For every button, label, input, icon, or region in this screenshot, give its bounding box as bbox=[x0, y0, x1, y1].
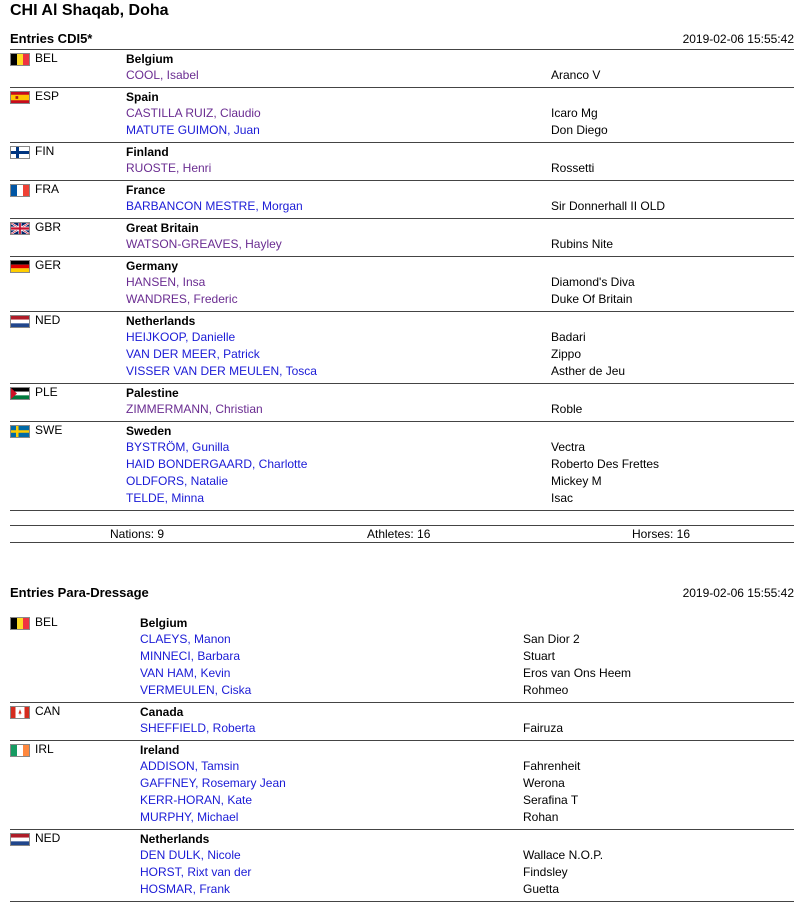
entry-row bbox=[10, 346, 794, 363]
section-title: Entries CDI5* bbox=[10, 31, 93, 46]
entry-row bbox=[10, 456, 794, 473]
athlete-link[interactable]: OLDFORS, Natalie bbox=[126, 474, 229, 488]
entry-row bbox=[10, 758, 794, 775]
nation-code: IRL bbox=[35, 742, 54, 756]
flag-swe-icon bbox=[10, 425, 30, 438]
nation-name: Spain bbox=[126, 90, 159, 104]
athlete-link[interactable]: KERR-HORAN, Kate bbox=[140, 793, 253, 807]
horse-name: Rubins Nite bbox=[551, 237, 614, 251]
horse-name: Fahrenheit bbox=[523, 759, 581, 773]
flag-bel-icon bbox=[10, 617, 30, 630]
summary-row bbox=[10, 525, 794, 543]
entry-row bbox=[10, 648, 794, 665]
entry-row bbox=[10, 881, 794, 898]
entry-row bbox=[10, 363, 794, 380]
athlete-link[interactable]: HANSEN, Insa bbox=[126, 275, 206, 289]
athlete-link[interactable]: ADDISON, Tamsin bbox=[140, 759, 240, 773]
horse-name: Findsley bbox=[523, 865, 568, 879]
nation-name: Netherlands bbox=[126, 314, 196, 328]
horse-name: Rohmeo bbox=[523, 683, 569, 697]
flag-esp-icon bbox=[10, 91, 30, 104]
nation-code: ESP bbox=[35, 89, 60, 103]
athlete-link[interactable]: VISSER VAN DER MEULEN, Tosca bbox=[126, 364, 317, 378]
nation-list bbox=[10, 50, 794, 511]
flag-fin-icon bbox=[10, 146, 30, 159]
horse-name: Roble bbox=[551, 402, 583, 416]
athlete-link[interactable]: CLAEYS, Manon bbox=[140, 632, 231, 646]
athlete-link[interactable]: WANDRES, Frederic bbox=[126, 292, 238, 306]
section-title: Entries Para-Dressage bbox=[10, 585, 149, 600]
nation-code: NED bbox=[35, 313, 61, 327]
nation-name: France bbox=[126, 183, 166, 197]
horse-name: Zippo bbox=[551, 347, 582, 361]
horse-name: Duke Of Britain bbox=[551, 292, 633, 306]
horse-name: Icaro Mg bbox=[551, 106, 598, 120]
athlete-link[interactable]: COOL, Isabel bbox=[126, 68, 199, 82]
athlete-link[interactable]: GAFFNEY, Rosemary Jean bbox=[140, 776, 286, 790]
section-timestamp: 2019-02-06 15:55:42 bbox=[682, 32, 794, 46]
entry-row bbox=[10, 105, 794, 122]
horse-name: Werona bbox=[523, 776, 565, 790]
nation-swe bbox=[10, 422, 794, 511]
athlete-link[interactable]: MURPHY, Michael bbox=[140, 810, 239, 824]
horse-name: Asther de Jeu bbox=[551, 364, 626, 378]
nation-ned bbox=[10, 830, 794, 902]
athlete-link[interactable]: HAID BONDERGAARD, Charlotte bbox=[126, 457, 308, 471]
athlete-link[interactable]: RUOSTE, Henri bbox=[126, 161, 212, 175]
entry-row bbox=[10, 401, 794, 418]
entry-row bbox=[10, 631, 794, 648]
nation-name: Germany bbox=[126, 259, 179, 273]
flag-can-icon bbox=[10, 706, 30, 719]
nation-bel bbox=[10, 614, 794, 703]
flag-bel-icon bbox=[10, 53, 30, 66]
entry-row bbox=[10, 809, 794, 826]
athlete-link[interactable]: BYSTRÖM, Gunilla bbox=[126, 440, 230, 454]
nation-fin bbox=[10, 143, 794, 181]
horse-name: Badari bbox=[551, 330, 586, 344]
entry-row bbox=[10, 67, 794, 84]
horse-name: Rohan bbox=[523, 810, 559, 824]
horses-count: Horses: 16 bbox=[632, 527, 691, 541]
horse-name: Isac bbox=[551, 491, 574, 505]
entry-row bbox=[10, 236, 794, 253]
athlete-link[interactable]: VERMEULEN, Ciska bbox=[140, 683, 252, 697]
flag-ger-icon bbox=[10, 260, 30, 273]
flag-fra-icon bbox=[10, 184, 30, 197]
nation-name: Ireland bbox=[140, 743, 180, 757]
nation-name: Canada bbox=[140, 705, 184, 719]
athlete-link[interactable]: MATUTE GUIMON, Juan bbox=[126, 123, 260, 137]
athlete-link[interactable]: HOSMAR, Frank bbox=[140, 882, 231, 896]
nations-count: Nations: 9 bbox=[110, 527, 165, 541]
nation-name: Netherlands bbox=[140, 832, 210, 846]
flag-irl-icon bbox=[10, 744, 30, 757]
nation-code: FIN bbox=[35, 144, 55, 158]
entry-row bbox=[10, 847, 794, 864]
entry-row bbox=[10, 682, 794, 699]
nation-bel bbox=[10, 50, 794, 88]
athlete-link[interactable]: ZIMMERMANN, Christian bbox=[126, 402, 263, 416]
entry-row bbox=[10, 792, 794, 809]
nation-name: Palestine bbox=[126, 386, 179, 400]
horse-name: Aranco V bbox=[551, 68, 601, 82]
flag-ned-icon bbox=[10, 315, 30, 328]
nation-ned bbox=[10, 312, 794, 384]
flag-gbr-icon bbox=[10, 222, 30, 235]
horse-name: Mickey M bbox=[551, 474, 602, 488]
page-title: CHI Al Shaqab, Doha bbox=[10, 2, 169, 19]
nation-code: SWE bbox=[35, 423, 63, 437]
entry-row bbox=[10, 198, 794, 215]
horse-name: Roberto Des Frettes bbox=[551, 457, 660, 471]
athlete-link[interactable]: SHEFFIELD, Roberta bbox=[140, 721, 256, 735]
horse-name: Don Diego bbox=[551, 123, 608, 137]
nation-name: Sweden bbox=[126, 424, 172, 438]
horse-name: Diamond's Diva bbox=[551, 275, 635, 289]
nation-code: BEL bbox=[35, 615, 58, 629]
nation-code: FRA bbox=[35, 182, 59, 196]
horse-name: Wallace N.O.P. bbox=[523, 848, 604, 862]
nation-fra bbox=[10, 181, 794, 219]
entry-row bbox=[10, 775, 794, 792]
entries-cdi5-section bbox=[10, 31, 794, 543]
nation-list bbox=[10, 614, 794, 902]
athlete-link[interactable]: BARBANCON MESTRE, Morgan bbox=[126, 199, 303, 213]
entry-row bbox=[10, 439, 794, 456]
horse-name: Serafina T bbox=[523, 793, 579, 807]
entry-row bbox=[10, 720, 794, 737]
athlete-link[interactable]: CASTILLA RUIZ, Claudio bbox=[126, 106, 261, 120]
horse-name: Rossetti bbox=[551, 161, 595, 175]
nation-name: Finland bbox=[126, 145, 169, 159]
horse-name: Guetta bbox=[523, 882, 560, 896]
athlete-link[interactable]: HEIJKOOP, Danielle bbox=[126, 330, 236, 344]
nation-name: Great Britain bbox=[126, 221, 199, 235]
nation-code: PLE bbox=[35, 385, 58, 399]
nation-can bbox=[10, 703, 794, 741]
athletes-count: Athletes: 16 bbox=[367, 527, 431, 541]
nation-code: GER bbox=[35, 258, 62, 272]
entry-row bbox=[10, 291, 794, 308]
athlete-link[interactable]: WATSON-GREAVES, Hayley bbox=[126, 237, 282, 251]
nation-ple bbox=[10, 384, 794, 422]
nation-code: NED bbox=[35, 831, 61, 845]
entry-row bbox=[10, 490, 794, 507]
athlete-link[interactable]: HORST, Rixt van der bbox=[140, 865, 252, 879]
flag-ned-icon bbox=[10, 833, 30, 846]
section-timestamp: 2019-02-06 15:55:42 bbox=[682, 586, 794, 600]
nation-code: BEL bbox=[35, 51, 58, 65]
nation-irl bbox=[10, 741, 794, 830]
entry-row bbox=[10, 329, 794, 346]
nation-code: CAN bbox=[35, 704, 61, 718]
athlete-link[interactable]: MINNECI, Barbara bbox=[140, 649, 241, 663]
nation-code: GBR bbox=[35, 220, 62, 234]
athlete-link[interactable]: VAN HAM, Kevin bbox=[140, 666, 231, 680]
horse-name: Sir Donnerhall II OLD bbox=[551, 199, 666, 213]
flag-ple-icon bbox=[10, 387, 30, 400]
horse-name: Eros van Ons Heem bbox=[523, 666, 632, 680]
entry-row bbox=[10, 160, 794, 177]
horse-name: Fairuza bbox=[523, 721, 564, 735]
entry-row bbox=[10, 473, 794, 490]
nation-name: Belgium bbox=[140, 616, 188, 630]
entries-para-dressage-section bbox=[10, 585, 794, 902]
nation-ger bbox=[10, 257, 794, 312]
nation-esp bbox=[10, 88, 794, 143]
horse-name: Vectra bbox=[551, 440, 586, 454]
entry-row bbox=[10, 122, 794, 139]
entry-row bbox=[10, 864, 794, 881]
athlete-link[interactable]: DEN DULK, Nicole bbox=[140, 848, 241, 862]
horse-name: San Dior 2 bbox=[523, 632, 580, 646]
horse-name: Stuart bbox=[523, 649, 556, 663]
nation-name: Belgium bbox=[126, 52, 174, 66]
entry-row bbox=[10, 665, 794, 682]
nation-gbr bbox=[10, 219, 794, 257]
athlete-link[interactable]: VAN DER MEER, Patrick bbox=[126, 347, 260, 361]
entry-row bbox=[10, 274, 794, 291]
athlete-link[interactable]: TELDE, Minna bbox=[126, 491, 205, 505]
